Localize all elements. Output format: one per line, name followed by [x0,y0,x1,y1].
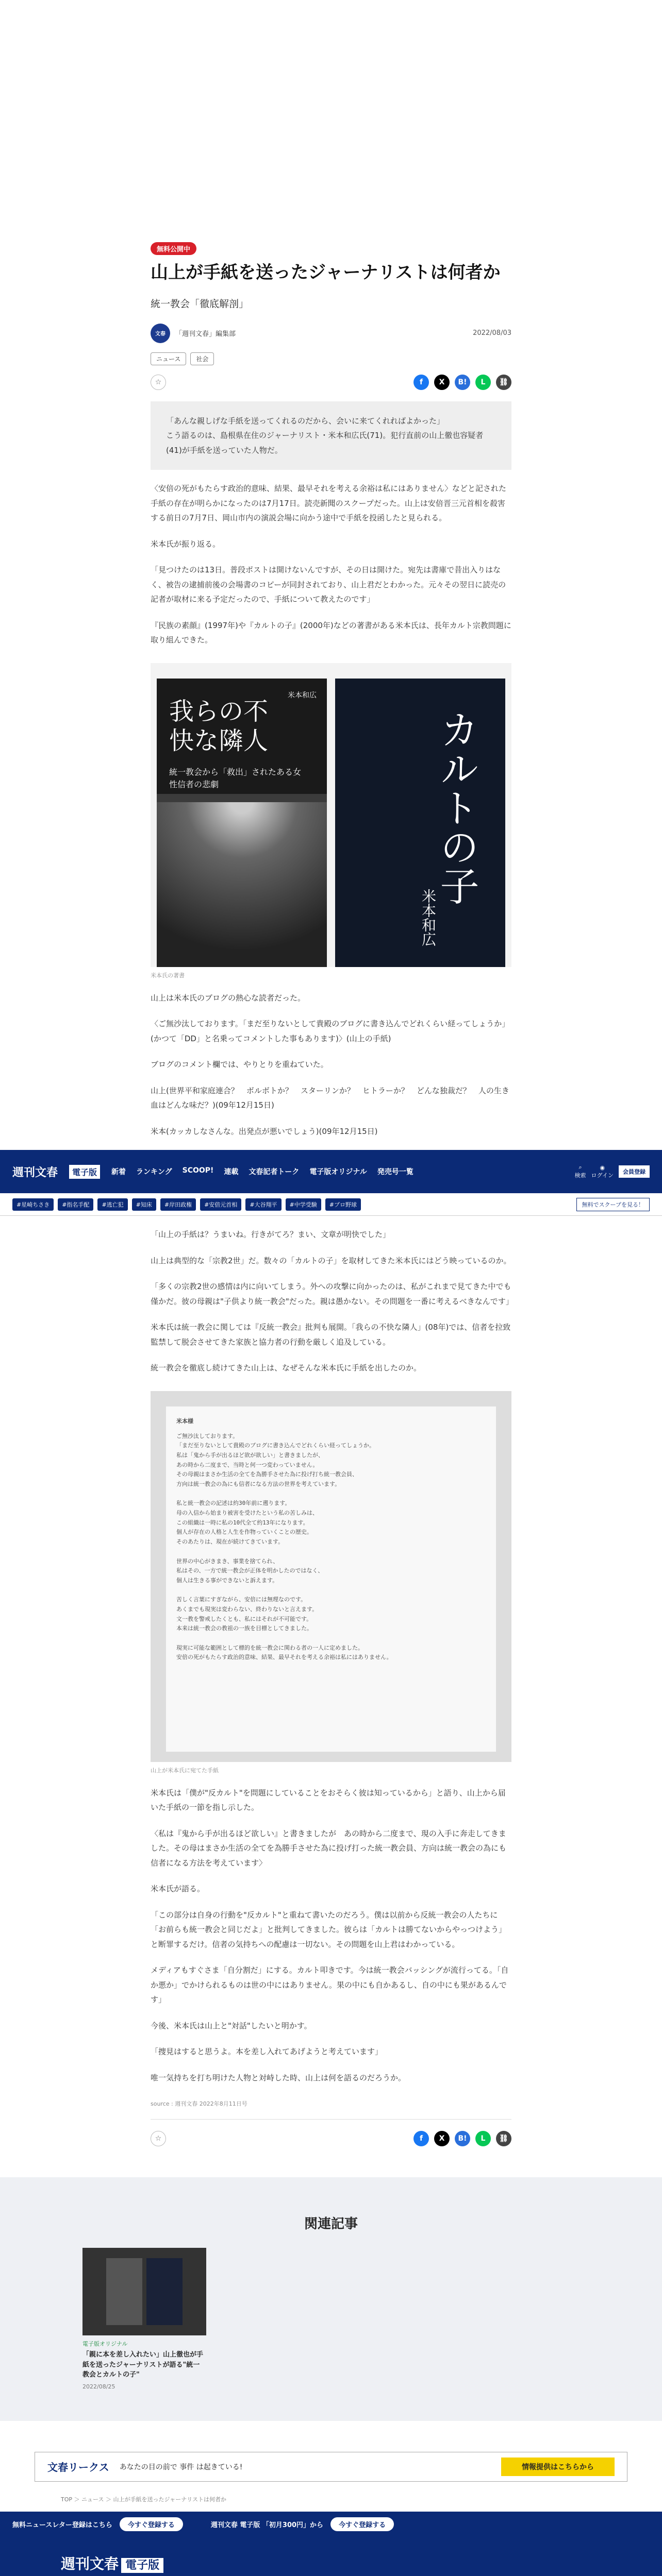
divider [151,2119,511,2120]
article-title: 山上が手紙を送ったジャーナリストは何者か [151,262,501,283]
body-paragraph: 山上は典型的な「宗教2世」だ。数々の「カルトの子」を取材してきた米本氏にはどう映っているのか。 [151,1256,511,1265]
nav-serial[interactable]: 連載 [224,1168,239,1177]
hashtag-chip[interactable]: #中学受験 [286,1198,321,1211]
article-source: source : 週刊文春 2022年8月11日号 [151,2100,247,2108]
hashtag-chip[interactable]: #大谷翔平 [245,1198,281,1211]
letter-line: 母の入信から始まり被害を受けたという私の苦しみは、 [176,1510,318,1517]
tag-news[interactable]: ニュース [151,352,186,365]
nav-original[interactable]: 電子版オリジナル [309,1168,367,1177]
article-body-2 [151,991,511,1139]
sticky-header [0,1150,662,1193]
author-avatar: 文春 [151,324,170,343]
nav-ranking[interactable]: ランキング [136,1168,172,1177]
share-row-bottom [151,2131,511,2146]
related-category: 電子版オリジナル [82,2341,128,2348]
letter-line: 「まだ至りないとして貴殿のブログに書き込んでどれくらい経ってしょうか。 [176,1442,375,1449]
hashtag-chip[interactable]: #指名手配 [58,1198,93,1211]
share-buttons [413,2131,511,2146]
body-paragraph: メディアもすぐさま「自分割だ」にする。カルト叩きです。今は統一教会バッシングが流行ってる。「自か悪か」でかけられるものは世の中にはありません。果の中にも自かあるし、自の中にも果があるんです」 [151,1965,509,2005]
author[interactable] [151,324,236,343]
author-row [151,324,511,343]
hashtag-chip[interactable]: #星崎ちさき [12,1198,54,1211]
search-icon: ⌕ [578,1164,582,1171]
letter-line: 現実に可能な範囲として標的を統一教会に関わる者の一人に定めました。 [176,1644,363,1651]
related-title: 「親に本を差し入れたい」山上徹也が手紙を送ったジャーナリストが語る"統一教会とカルトの子" [82,2351,204,2379]
hashtag-chip[interactable]: #安倍元首相 [200,1198,241,1211]
link-copy-icon[interactable]: ⛓ [496,2131,511,2146]
hashtag-chip[interactable]: #岸田政権 [160,1198,196,1211]
register-cta[interactable]: 無料でスクープを見る！ [576,1198,650,1211]
letter-image [151,1391,511,1762]
book-thumb [106,2258,142,2325]
lead-box: 「あんな親しげな手紙を送ってくれるのだから、会いに来てくれればよかった」 こう語るのは、島根県在住のジャーナリスト・米本和広氏(71)。犯行直前の山上徹也容疑者(41)が手紙を送っていた人物だ。 [151,401,511,470]
body-paragraph: 米本氏は統一教会に関しては『反統一教会』批判も展開。「我らの不快な隣人」(08年)では、信者を拉致監禁して脱会させてきた家族と協力者の行動を厳しく追及している。 [151,1323,511,1347]
books-image [151,663,511,967]
subscription-text: 週刊文春 電子版 「初月300円」から [210,2521,324,2530]
hatena-icon[interactable]: B! [455,375,470,390]
leaks-banner[interactable] [35,2452,627,2482]
letter-line: 文一教を警戒したくとも、私にはそれが不可能です。 [176,1615,312,1622]
leaks-cta[interactable]: 情報提供はこちらから [501,2458,615,2476]
article [151,242,511,1139]
header-actions [575,1164,650,1179]
body-paragraph: 山上(世界平和家庭連合？ ボルボトか？ スターリンか？ ヒトラーか？ どんな独裁だ？ 人の生き血はどんな味だ？)(09年12月15日) [151,1086,509,1110]
x-icon[interactable]: X [434,375,450,390]
letter-line: その母親はまさか生活の全てを為勝手させた為に投げ打ち統一教会員、 [176,1471,358,1478]
body-paragraph: 米本(カッカしなさんな。出発点が悪いでしょう)(09年12月15日) [151,1126,378,1136]
hashtag-bar [0,1193,662,1216]
letter-line: 私は「鬼から手が出るほど欲が欲しい」と書きましたが、 [176,1451,324,1459]
free-badge: 無料公開中 [151,242,196,255]
letter-line: この組織は一時に私の10代全て約13年になります。 [176,1519,309,1526]
promo-bar [0,2512,662,2537]
body-paragraph: 米本氏が振り返る。 [151,539,221,549]
tag-society[interactable]: 社会 [190,352,214,365]
letter-line: 私と統一教会の記述は約30年前に遡ります。 [176,1500,291,1507]
letter-line: 本来は統一教会の教祖の一族を目標としてきました。 [176,1625,312,1632]
letter-line: あの時から二度まで、当時と何一つ変わっていません。 [176,1461,319,1468]
article-body-3 [151,1227,514,1376]
body-paragraph: 「この部分は自身の行動を"反カルト"と重ねて書いたのだろう。僕は以前から反統一教会の人たちに「お前らも統一教会と同じだよ」と批判してきました。彼らは「カルトは勝てないからやっつけよう」と断罪するだけ。信者の気持ちへの配慮は一切ない。その問題を山上君はわかっている。 [151,1910,507,1949]
leaks-logo: 文春リークス [47,2461,109,2474]
letter-title: 米本様 [176,1417,193,1425]
body-paragraph: ブログのコメント欄では、やりとりを重ねていた。 [151,1060,328,1070]
body-paragraph: 山上は米本氏のブログの熱心な読者だった。 [151,993,306,1003]
hashtag-chip[interactable]: #逃亡犯 [97,1198,127,1211]
letter-text [166,1406,496,1752]
image-caption: 山上が米本氏に宛てた手紙 [151,1767,219,1774]
letter-line: 安倍の死がもたらす政治的意味、結果、最早それを考える余裕は私にはありません。 [176,1654,392,1661]
share-buttons [413,375,511,390]
bookmark-icon[interactable]: ☆ [151,375,166,390]
main-nav [111,1166,413,1177]
leaks-tagline: あなたの目の前で 事件 は起きている! [119,2463,243,2471]
top-whitespace [0,0,662,242]
user-icon: ◉ [600,1164,605,1171]
book-author: 米本和広 [288,691,317,700]
book-subtitle: 統一教会から「救出」されたある女性信者の悲劇 [169,767,302,789]
newsletter-button[interactable]: 今すぐ登録する [120,2517,183,2531]
hashtag-chip[interactable]: #プロ野球 [325,1198,361,1211]
letter-line: あくまでも現実は変わらない、終わりないと言えます。 [176,1605,318,1613]
body-paragraph: 米本氏は「僕が"反カルト"を問題にしていることをおそらく彼は知っているから」と語り、山上から届いた手紙の一節を指し示した。 [151,1788,506,1812]
letter-line: そのあたりは、現在が続けてきています。 [176,1538,284,1546]
related-heading: 関連記事 [304,2216,358,2232]
related-articles [0,2177,662,2421]
bookmark-icon[interactable]: ☆ [151,2131,166,2146]
letter-line: 個人は生きる事ができないと訴えます。 [176,1577,278,1584]
link-copy-icon[interactable]: ⛓ [496,375,511,390]
author-name: 「週刊文春」編集部 [175,330,236,338]
site-logo[interactable]: 週刊文春 [12,1165,58,1179]
site-footer [0,2537,662,2576]
book-author: 米本和広 [420,888,437,946]
login-button[interactable]: ◉ ログイン [591,1164,614,1179]
crowd-photo [157,802,327,967]
line-icon[interactable]: L [475,375,491,390]
related-card[interactable] [82,2248,206,2390]
article-continued [151,1227,514,2146]
line-icon[interactable]: L [475,2131,491,2146]
book-thumb [146,2258,183,2325]
book-cover-fukai-rinjin [157,679,327,967]
x-icon[interactable]: X [434,2131,450,2146]
nav-scoop[interactable]: SCOOP! [182,1166,214,1175]
body-paragraph: 「見つけたのは13日。普段ポストは開けないんですが、その日は開けた。宛先は書庫で昔出入りはなく、被告の逮捕前後の会場書のコピーが同封されており、山上君だとわかった。元々その翌日に読売の記者が取材に来る予定だったので、手紙について教えたのです」 [151,565,506,604]
hashtag-chip[interactable]: #知床 [132,1198,156,1211]
body-paragraph: 「捜見はすると思うよ。本を差し入れてあげようと考えています」 [151,2047,383,2057]
newsletter-text: 無料ニュースレター登録はこちら [12,2521,112,2530]
tag-list [151,352,511,365]
body-paragraph: 「多くの宗教2世の感情は内に向いてしまう。外への攻撃に向かったのは、私がこれまで見てきた中でも僅かだ。彼の母親は"子供より統一教会"だった。親は愚かない。その問題を一番に考えるべきなんです」 [151,1282,514,1306]
article-body-4 [151,1786,511,2086]
article-subtitle: 統一教会「徹底解剖」 [151,298,249,310]
facebook-icon[interactable]: f [413,375,429,390]
body-paragraph: 〈ご無沙汰しております。「まだ至りないとして貴殿のブログに書き込んでどれくらい経ってしょうか」(かつて「DD」と名乗ってコメントした事もあります)〉(山上の手紙) [151,1019,510,1043]
nav-issues[interactable]: 発売号一覧 [377,1168,413,1177]
book-title: 我らの不快な隣人 [169,697,269,756]
subscription-button[interactable]: 今すぐ登録する [330,2517,394,2531]
publish-date: 2022/08/03 [473,329,511,337]
image-caption: 米本氏の著書 [151,972,185,979]
hatena-icon[interactable]: B! [455,2131,470,2146]
related-thumbnail [82,2248,206,2335]
search-button[interactable]: ⌕ 検索 [574,1164,586,1179]
book-cover-cult-no-ko [335,679,505,967]
nav-reporter-talk[interactable]: 文春記者トーク [249,1168,300,1177]
body-paragraph: 〈私は『鬼から手が出るほど欲しい』と書きましたが あの時から二度まで、現の入手に奔走してきました。その母はまさか生活の全てを為勝手させた為に投げ打った統一教会員、方向は統一教会の為にも信者になる方法を考えています〉 [151,1828,507,1868]
body-paragraph: 統一教会を徹底し続けてきた山上は、なぜそんな米本氏に手紙を出したのか。 [151,1363,422,1373]
letter-line: 苦しく言葉にすぎながら、安倍には無理なのです。 [176,1596,307,1603]
book-title: カルトの子 [434,709,479,905]
letter-line: 個人が存在の人格と人生を作物っていくことの歴史。 [176,1529,312,1536]
footer-logo[interactable]: 週刊文春 [61,2555,119,2572]
letter-line: 世界の中心がきまき、事業を捨てられ、 [176,1557,279,1565]
signup-button[interactable]: 会員登録 [619,1165,650,1178]
share-row-top [151,375,511,390]
related-date: 2022/08/25 [82,2383,115,2390]
site-logo-denshiban[interactable]: 電子版 [69,1165,100,1179]
body-paragraph: 米本氏が語る。 [151,1884,205,1894]
body-paragraph: 〈安倍の死がもたらす政治的意味、結果、最早それを考える余裕は私にはありません〉などと記された手紙の存在が明らかになったのは7月17日。読売新聞のスクープだった。山上は安倍晋三元首相を殺害する前日の7月7日、岡山市内の演説会場に向かう途中で手紙を投函したと見られる。 [151,484,507,523]
footer-logo-denshiban[interactable]: 電子版 [121,2558,163,2573]
body-paragraph: 「山上の手紙は？うまいね。行きがてろ？まい、文章が明快でした」 [151,1230,391,1240]
breadcrumb[interactable]: TOP ＞ ニュース ＞ 山上が手紙を送ったジャーナリストは何者か [61,2496,227,2503]
letter-line: ご無沙汰しております。 [176,1432,239,1439]
letter-line: 方向は統一教会の為にも信者になる方法の世界を考えています。 [176,1481,341,1488]
body-paragraph: 『民族の素顔』(1997年)や『カルトの子』(2000年)などの著書がある米本氏は、長年カルト宗教問題に取り組んできた。 [151,620,511,645]
body-paragraph: 今後、米本氏は山上と"対話"したいと明かす。 [151,2021,312,2030]
nav-new[interactable]: 新着 [111,1168,126,1177]
article-body [151,481,511,648]
facebook-icon[interactable]: f [413,2131,429,2146]
body-paragraph: 唯一気持ちを打ち明けた人物と対峙した時、山上は何を語るのだろうか。 [151,2073,406,2082]
letter-line: 私はその、一方で統一教会が正体を明かしたのではなく、 [176,1567,324,1574]
